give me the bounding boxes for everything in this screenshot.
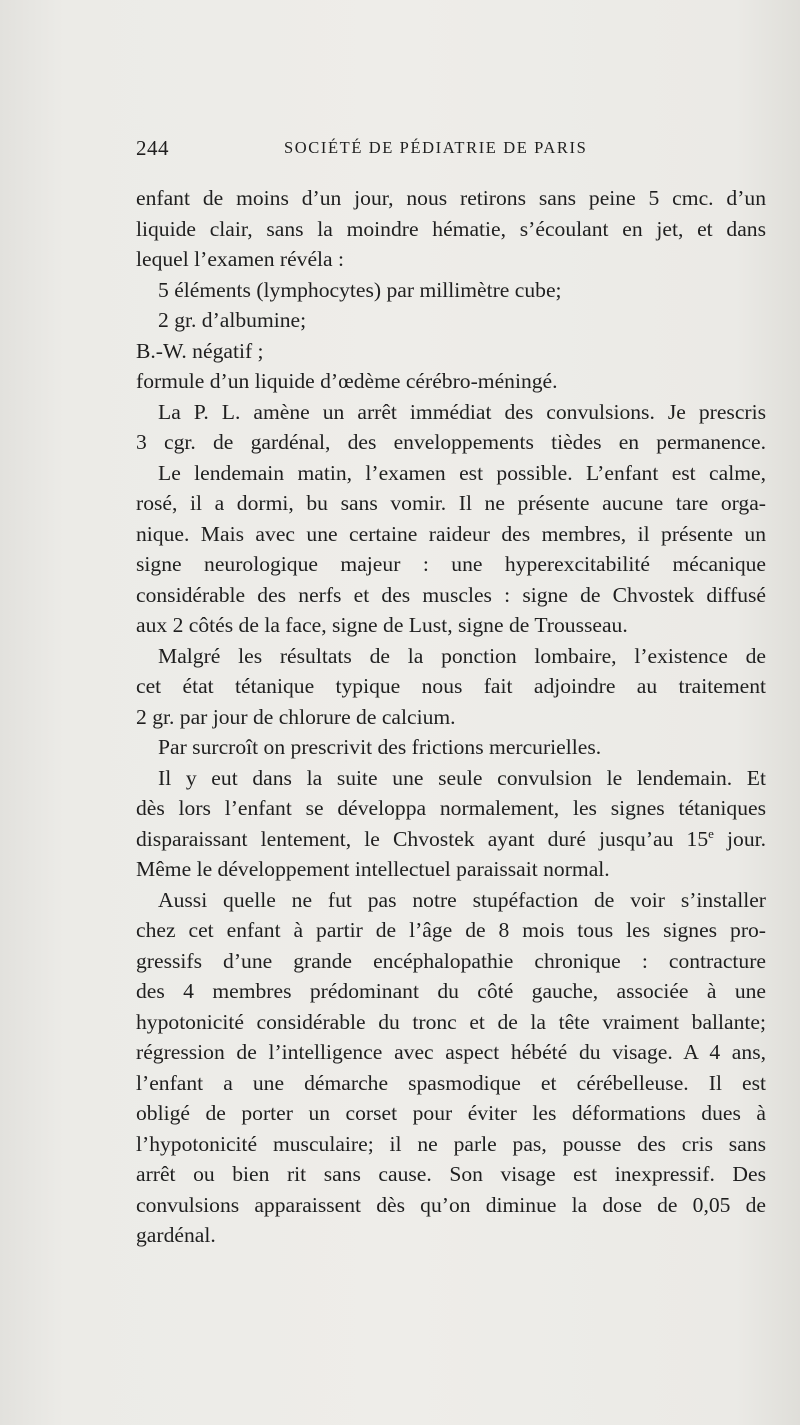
page-header: [136, 136, 766, 162]
text-line: [136, 427, 766, 458]
text-line: [136, 549, 766, 580]
text-line-content: Même le développement intellectuel paraissait normal.: [136, 857, 610, 881]
text-line: [136, 1129, 766, 1160]
text-line-content: La P. L. amène un arrêt immédiat des convulsions. Je prescris: [158, 399, 766, 424]
text-line-content: régression de l’intelligence avec aspect hébété du visage. A 4 ans,: [136, 1040, 766, 1064]
text-line-content: gardénal.: [136, 1223, 216, 1247]
text-line-content: dès lors l’enfant se développa normalement, les signes tétaniques: [136, 796, 766, 820]
text-line: [136, 1037, 766, 1068]
text-line: [136, 580, 766, 611]
text-line-content: 3 cgr. de gardénal, des enveloppements tièdes en permanence.: [136, 430, 766, 454]
text-line-content: l’hypotonicité musculaire; il ne parle pas, pousse des cris sans: [136, 1131, 766, 1156]
text-line-continuation: jour.: [713, 826, 767, 851]
superscript: e: [708, 825, 714, 841]
text-line: [136, 763, 766, 794]
text-line: [136, 854, 766, 885]
text-line-content: aux 2 côtés de la face, signe de Lust, signe de Trousseau.: [136, 613, 628, 637]
text-line: [136, 671, 766, 702]
text-line: [136, 824, 766, 855]
text-line-content: convulsions apparaissent dès qu’on diminue la dose de 0,05 de: [136, 1192, 766, 1217]
text-line: [136, 610, 766, 641]
text-line: [136, 1159, 766, 1190]
text-line: [136, 214, 766, 245]
text-line-content: Malgré les résultats de la ponction lombaire, l’existence de: [158, 643, 766, 668]
text-line-content: formule d’un liquide d’œdème cérébro-méningé.: [136, 369, 558, 393]
text-line: [136, 458, 766, 489]
text-line-content: signe neurologique majeur : une hyperexcitabilité mécanique: [136, 552, 766, 576]
running-title: SOCIÉTÉ DE PÉDIATRIE DE PARIS: [284, 138, 588, 157]
text-line-content: cet état tétanique typique nous fait adjoindre au traitement: [136, 674, 766, 698]
text-line: [136, 732, 766, 763]
text-line-content: 2 gr. d’albumine;: [158, 308, 307, 332]
text-line-content: B.-W. négatif ;: [136, 338, 264, 363]
text-line: [136, 641, 766, 672]
text-line-content: nique. Mais avec une certaine raideur des membres, il présente un: [136, 521, 766, 546]
text-line-content: disparaissant lentement, le Chvostek ayant duré jusqu’au 15: [136, 826, 709, 851]
text-line: [136, 275, 766, 306]
text-line: [136, 1098, 766, 1129]
text-line-content: des 4 membres prédominant du côté gauche, associée à une: [136, 979, 766, 1003]
text-line-content: chez cet enfant à partir de l’âge de 8 mois tous les signes pro-: [136, 918, 766, 942]
text-line: [136, 366, 766, 397]
text-line: [136, 183, 766, 214]
text-line: [136, 946, 766, 977]
text-line: [136, 1190, 766, 1221]
text-line: [136, 519, 766, 550]
text-line-content: liquide clair, sans la moindre hématie, s’écoulant en jet, et dans: [136, 216, 766, 241]
text-line: [136, 1068, 766, 1099]
text-line: [136, 1007, 766, 1038]
text-line: [136, 885, 766, 916]
text-line: [136, 915, 766, 946]
text-line: [136, 1220, 766, 1251]
text-line: [136, 305, 766, 336]
text-line: [136, 244, 766, 275]
text-line-content: 2 gr. par jour de chlorure de calcium.: [136, 704, 456, 729]
text-line-content: considérable des nerfs et des muscles : signe de Chvostek diffusé: [136, 582, 766, 607]
text-line: [136, 488, 766, 519]
text-line-content: hypotonicité considérable du tronc et de la tête vraiment ballante;: [136, 1009, 766, 1034]
body-text: [136, 183, 766, 1251]
text-line-content: gressifs d’une grande encéphalopathie chronique : contracture: [136, 948, 766, 973]
text-line-content: enfant de moins d’un jour, nous retirons sans peine 5 cmc. d’un: [136, 186, 766, 210]
text-line-content: obligé de porter un corset pour éviter les déformations dues à: [136, 1101, 766, 1125]
text-line-content: 5 éléments (lymphocytes) par millimètre cube;: [158, 277, 562, 302]
text-line-content: rosé, il a dormi, bu sans vomir. Il ne présente aucune tare orga-: [136, 491, 766, 515]
text-line-content: lequel l’examen révéla :: [136, 247, 345, 271]
text-line-content: l’enfant a une démarche spasmodique et cérébelleuse. Il est: [136, 1070, 766, 1095]
text-line: [136, 976, 766, 1007]
text-line-content: Le lendemain matin, l’examen est possible. L’enfant est calme,: [158, 460, 766, 485]
text-line-content: arrêt ou bien rit sans cause. Son visage est inexpressif. Des: [136, 1162, 766, 1186]
text-line-content: Il y eut dans la suite une seule convulsion le lendemain. Et: [158, 765, 766, 790]
text-line: [136, 336, 766, 367]
text-line-content: Aussi quelle ne fut pas notre stupéfaction de voir s’installer: [158, 887, 766, 912]
text-line: [136, 702, 766, 733]
text-line-content: Par surcroît on prescrivit des frictions mercurielles.: [158, 735, 602, 759]
text-line: [136, 397, 766, 428]
text-line: [136, 793, 766, 824]
page-number: 244: [136, 136, 169, 160]
